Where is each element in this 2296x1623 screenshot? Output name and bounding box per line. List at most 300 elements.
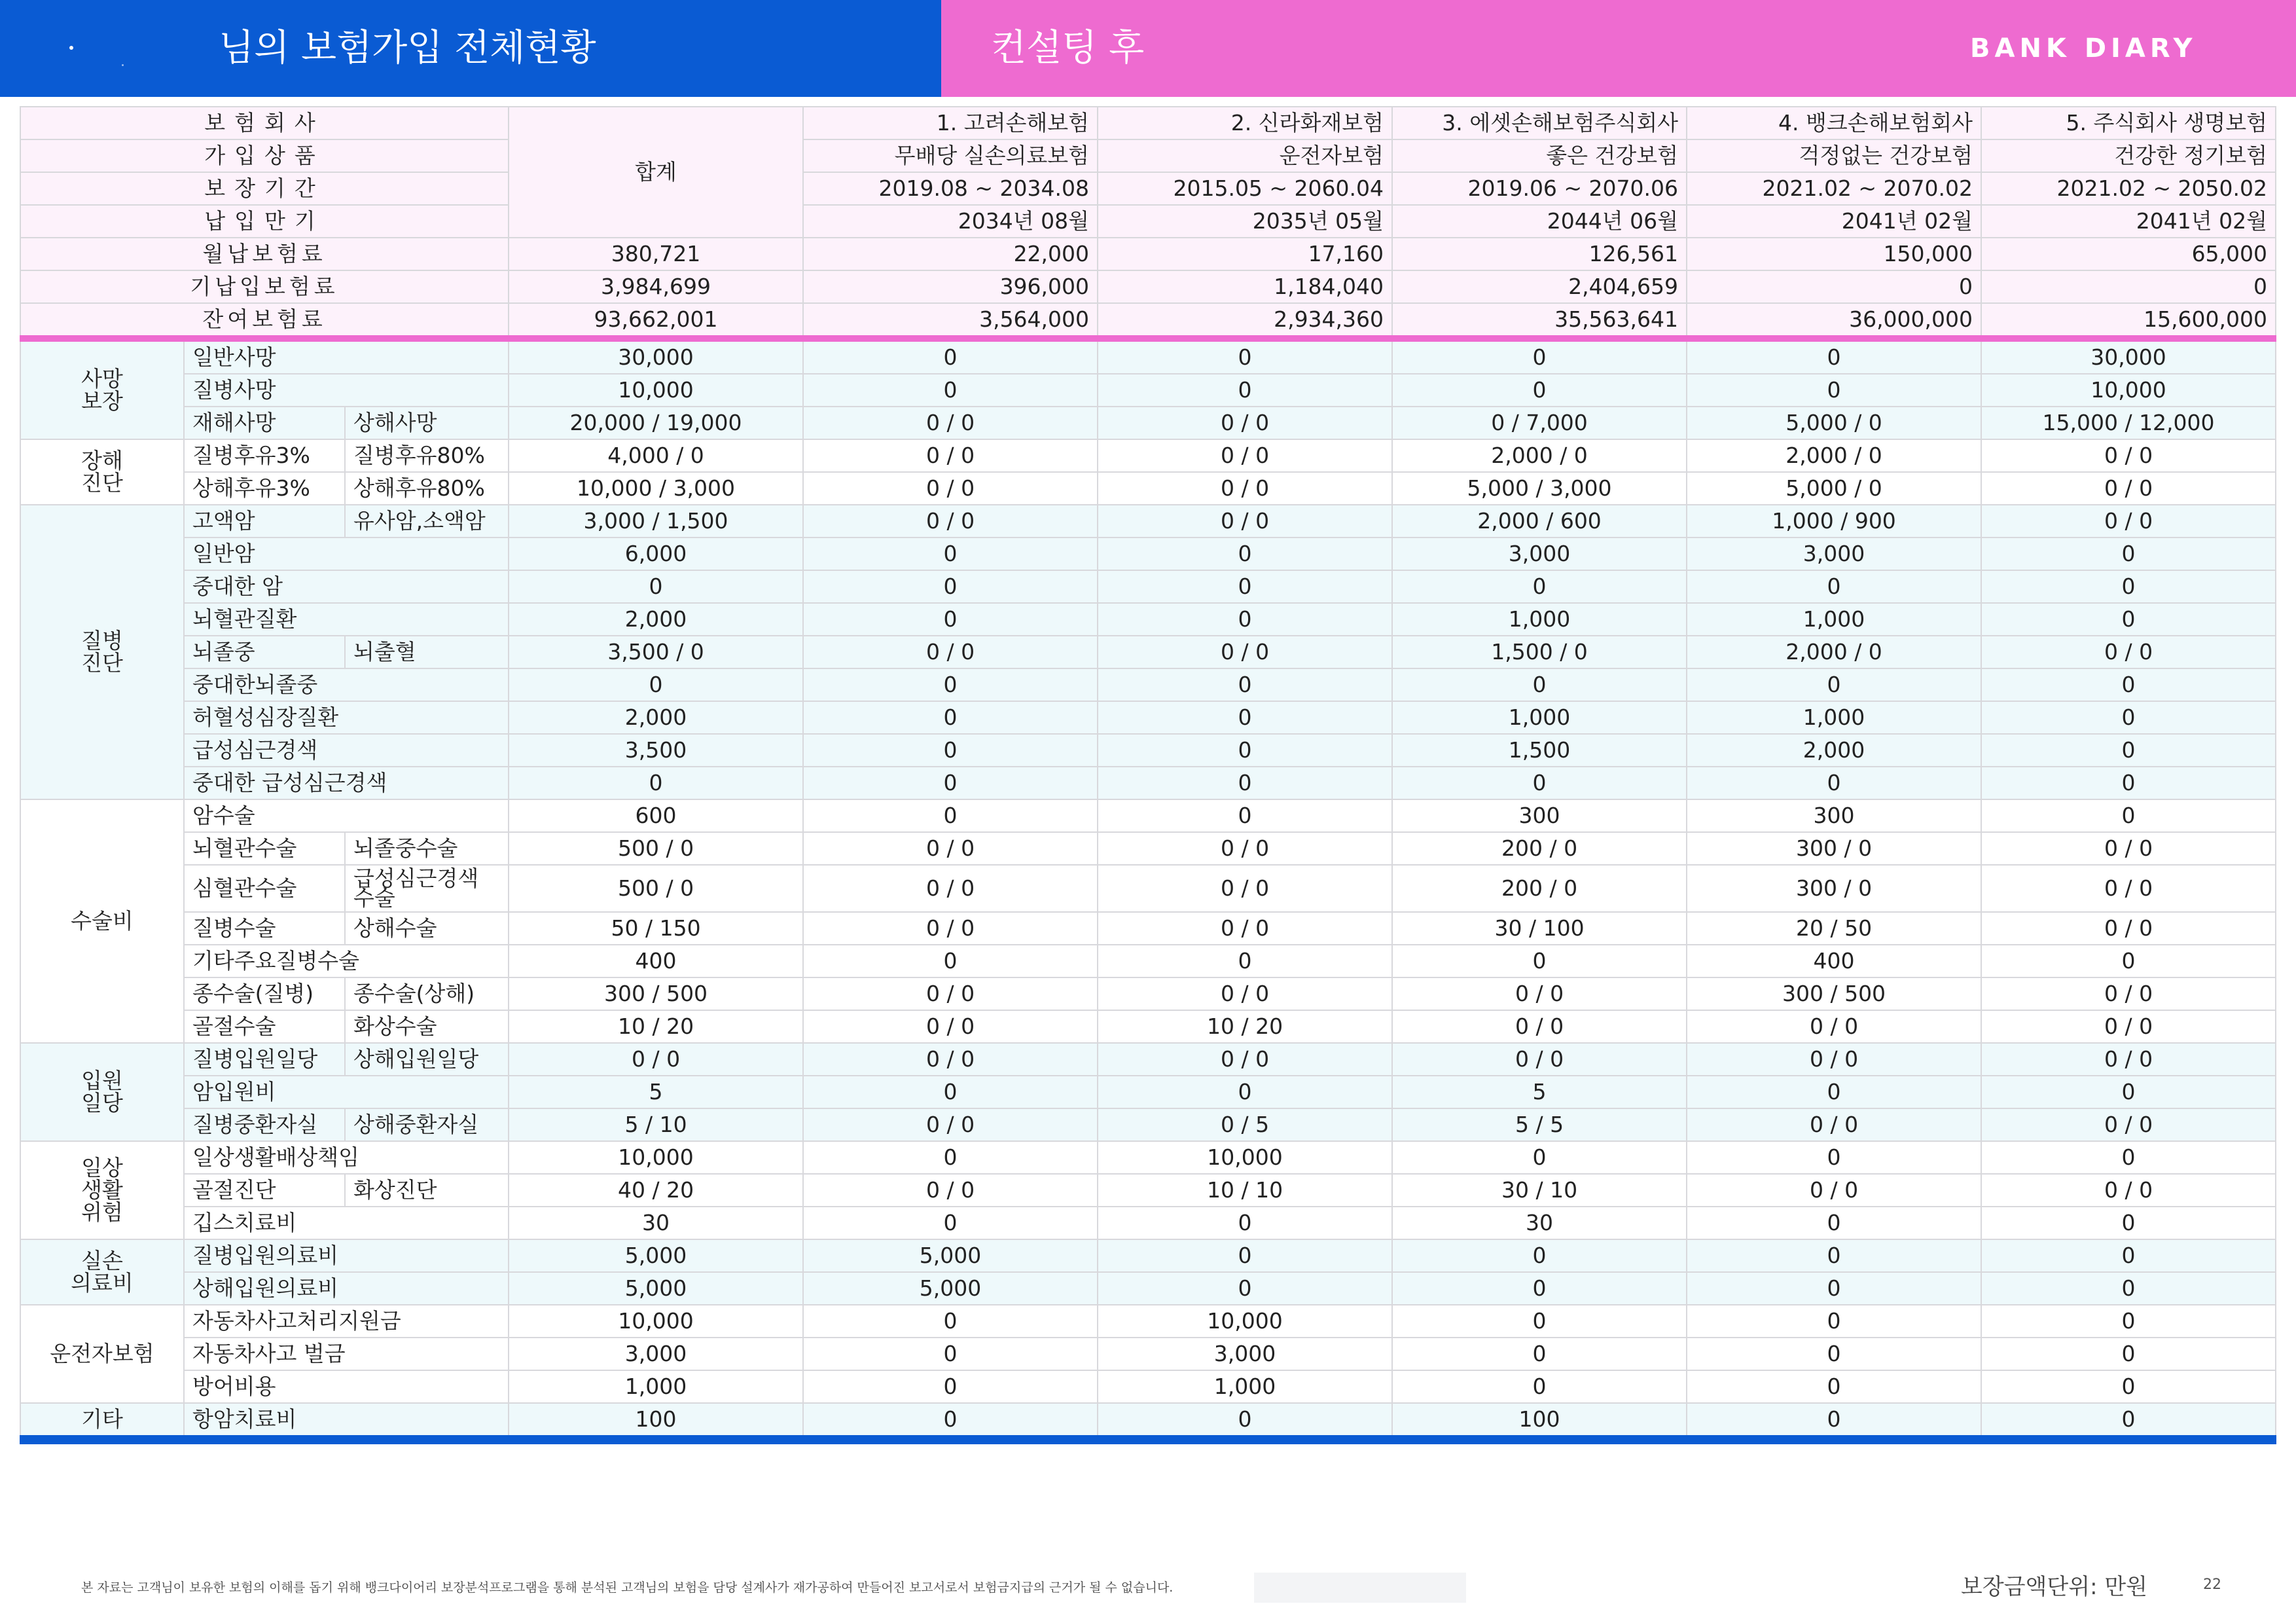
value-cell: 300 / 0 bbox=[1687, 865, 1981, 912]
value-cell: 0 bbox=[509, 570, 803, 603]
coverage-row bbox=[20, 407, 2276, 439]
value-cell: 0 bbox=[1981, 1076, 2276, 1108]
value-cell: 100 bbox=[1392, 1403, 1687, 1440]
sub-item-cell: 급성심근경색 수술 bbox=[345, 865, 509, 912]
company-cell: 2,404,659 bbox=[1392, 270, 1687, 303]
company-cell: 2034년 08월 bbox=[803, 205, 1098, 238]
company-cell: 150,000 bbox=[1687, 238, 1981, 270]
company-cell: 2035년 05월 bbox=[1098, 205, 1392, 238]
value-cell: 600 bbox=[509, 799, 803, 832]
value-cell: 0 bbox=[1392, 1239, 1687, 1272]
value-cell: 0 / 0 bbox=[1098, 636, 1392, 668]
section-title: 컨설팅 후 bbox=[991, 27, 1145, 69]
value-cell: 0 / 0 bbox=[1392, 1010, 1687, 1043]
value-cell: 0 bbox=[1098, 1076, 1392, 1108]
value-cell: 0 / 0 bbox=[803, 1010, 1098, 1043]
value-cell: 0 / 7,000 bbox=[1392, 407, 1687, 439]
value-cell: 0 bbox=[1687, 1403, 1981, 1440]
company-cell: 0 bbox=[1687, 270, 1981, 303]
value-cell: 0 bbox=[1098, 570, 1392, 603]
value-cell: 0 / 0 bbox=[1981, 1043, 2276, 1076]
item-cell: 뇌혈관질환 bbox=[184, 603, 509, 636]
value-cell: 0 bbox=[803, 603, 1098, 636]
value-cell: 0 bbox=[1392, 338, 1687, 374]
item-cell: 뇌혈관수술 bbox=[184, 832, 345, 865]
value-cell: 3,500 / 0 bbox=[509, 636, 803, 668]
total-header: 합계 bbox=[509, 107, 803, 238]
value-cell: 10,000 bbox=[1981, 374, 2276, 407]
value-cell: 0 / 0 bbox=[1098, 977, 1392, 1010]
value-cell: 30,000 bbox=[1981, 338, 2276, 374]
value-cell: 0 / 0 bbox=[1687, 1108, 1981, 1141]
company-cell: 22,000 bbox=[803, 238, 1098, 270]
value-cell: 0 bbox=[1981, 1403, 2276, 1440]
value-cell: 0 bbox=[1687, 1305, 1981, 1338]
value-cell: 0 bbox=[1687, 1370, 1981, 1403]
value-cell: 0 bbox=[1098, 734, 1392, 767]
coverage-row bbox=[20, 977, 2276, 1010]
value-cell: 2,000 bbox=[1687, 734, 1981, 767]
coverage-row bbox=[20, 1076, 2276, 1108]
value-cell: 3,500 bbox=[509, 734, 803, 767]
value-cell: 200 / 0 bbox=[1392, 865, 1687, 912]
value-cell: 30 bbox=[1392, 1207, 1687, 1239]
sub-item-cell: 상해후유80% bbox=[345, 472, 509, 505]
value-cell: 0 bbox=[803, 1141, 1098, 1174]
coverage-row bbox=[20, 701, 2276, 734]
company-cell: 396,000 bbox=[803, 270, 1098, 303]
value-cell: 1,500 / 0 bbox=[1392, 636, 1687, 668]
value-cell: 0 / 0 bbox=[1981, 1174, 2276, 1207]
item-cell: 질병사망 bbox=[184, 374, 509, 407]
value-cell: 5 bbox=[509, 1076, 803, 1108]
value-cell: 0 bbox=[803, 1305, 1098, 1338]
value-cell: 100 bbox=[509, 1403, 803, 1440]
value-cell: 0 bbox=[1098, 338, 1392, 374]
value-cell: 0 bbox=[1098, 538, 1392, 570]
value-cell: 0 / 0 bbox=[1098, 1043, 1392, 1076]
value-cell: 0 / 0 bbox=[1981, 472, 2276, 505]
company-cell: 2041년 02월 bbox=[1687, 205, 1981, 238]
item-cell: 암수술 bbox=[184, 799, 509, 832]
summary-label: 월납보험료 bbox=[20, 238, 509, 270]
value-cell: 5,000 bbox=[803, 1239, 1098, 1272]
value-cell: 5 bbox=[1392, 1076, 1687, 1108]
value-cell: 1,500 bbox=[1392, 734, 1687, 767]
value-cell: 6,000 bbox=[509, 538, 803, 570]
value-cell: 0 / 0 bbox=[803, 472, 1098, 505]
value-cell: 10,000 bbox=[509, 1141, 803, 1174]
item-cell: 항암치료비 bbox=[184, 1403, 509, 1440]
company-cell: 2021.02 ~ 2070.02 bbox=[1687, 172, 1981, 205]
value-cell: 3,000 bbox=[1392, 538, 1687, 570]
value-cell: 5 / 10 bbox=[509, 1108, 803, 1141]
value-cell: 1,000 bbox=[1687, 603, 1981, 636]
value-cell: 0 bbox=[509, 668, 803, 701]
coverage-row bbox=[20, 374, 2276, 407]
summary-row bbox=[20, 139, 2276, 172]
value-cell: 10,000 / 3,000 bbox=[509, 472, 803, 505]
company-cell: 2021.02 ~ 2050.02 bbox=[1981, 172, 2276, 205]
company-cell: 2044년 06월 bbox=[1392, 205, 1687, 238]
value-cell: 10,000 bbox=[509, 1305, 803, 1338]
summary-row bbox=[20, 107, 2276, 139]
value-cell: 0 bbox=[1687, 1076, 1981, 1108]
value-cell: 5,000 bbox=[509, 1239, 803, 1272]
item-cell: 질병수술 bbox=[184, 912, 345, 945]
item-cell: 기타주요질병수술 bbox=[184, 945, 509, 977]
value-cell: 1,000 bbox=[1098, 1370, 1392, 1403]
value-cell: 0 bbox=[803, 338, 1098, 374]
sub-item-cell: 화상진단 bbox=[345, 1174, 509, 1207]
value-cell: 0 bbox=[1098, 767, 1392, 799]
value-cell: 0 bbox=[1687, 374, 1981, 407]
value-cell: 20 / 50 bbox=[1687, 912, 1981, 945]
summary-label: 보장기간 bbox=[20, 172, 509, 205]
value-cell: 0 bbox=[803, 374, 1098, 407]
value-cell: 0 bbox=[1687, 767, 1981, 799]
value-cell: 0 bbox=[509, 767, 803, 799]
value-cell: 0 bbox=[1687, 1207, 1981, 1239]
company-cell: 65,000 bbox=[1981, 238, 2276, 270]
category-cell: 질병 진단 bbox=[20, 505, 184, 799]
value-cell: 0 bbox=[1392, 767, 1687, 799]
value-cell: 0 bbox=[803, 668, 1098, 701]
sub-item-cell: 상해입원일당 bbox=[345, 1043, 509, 1076]
total-cell: 93,662,001 bbox=[509, 303, 803, 338]
value-cell: 5 / 5 bbox=[1392, 1108, 1687, 1141]
value-cell: 300 / 500 bbox=[1687, 977, 1981, 1010]
total-cell: 3,984,699 bbox=[509, 270, 803, 303]
company-cell: 3. 에셋손해보험주식회사 bbox=[1392, 107, 1687, 139]
value-cell: 0 bbox=[1392, 1272, 1687, 1305]
coverage-row bbox=[20, 945, 2276, 977]
value-cell: 300 / 0 bbox=[1687, 832, 1981, 865]
value-cell: 0 / 0 bbox=[1098, 912, 1392, 945]
value-cell: 0 bbox=[1981, 767, 2276, 799]
value-cell: 300 / 500 bbox=[509, 977, 803, 1010]
coverage-row bbox=[20, 1272, 2276, 1305]
value-cell: 0 bbox=[1981, 734, 2276, 767]
coverage-row bbox=[20, 1108, 2276, 1141]
coverage-row bbox=[20, 1338, 2276, 1370]
value-cell: 0 / 0 bbox=[1098, 439, 1392, 472]
value-cell: 0 bbox=[1687, 1239, 1981, 1272]
company-cell: 운전자보험 bbox=[1098, 139, 1392, 172]
value-cell: 0 / 0 bbox=[803, 407, 1098, 439]
value-cell: 30 / 100 bbox=[1392, 912, 1687, 945]
value-cell: 0 / 0 bbox=[1981, 865, 2276, 912]
value-cell: 50 / 150 bbox=[509, 912, 803, 945]
sub-item-cell: 종수술(상해) bbox=[345, 977, 509, 1010]
value-cell: 0 bbox=[803, 570, 1098, 603]
item-cell: 상해입원의료비 bbox=[184, 1272, 509, 1305]
value-cell: 0 / 0 bbox=[803, 977, 1098, 1010]
item-cell: 방어비용 bbox=[184, 1370, 509, 1403]
value-cell: 0 bbox=[1981, 1239, 2276, 1272]
value-cell: 0 / 0 bbox=[1098, 505, 1392, 538]
value-cell: 0 bbox=[1981, 1305, 2276, 1338]
item-cell: 상해후유3% bbox=[184, 472, 345, 505]
company-cell: 35,563,641 bbox=[1392, 303, 1687, 338]
value-cell: 0 bbox=[1098, 1239, 1392, 1272]
value-cell: 0 bbox=[1687, 668, 1981, 701]
brand-logo: BANK DIARY bbox=[1970, 33, 2197, 64]
item-cell: 고액암 bbox=[184, 505, 345, 538]
value-cell: 0 bbox=[803, 538, 1098, 570]
value-cell: 0 / 0 bbox=[1981, 912, 2276, 945]
company-cell: 126,561 bbox=[1392, 238, 1687, 270]
item-cell: 허혈성심장질환 bbox=[184, 701, 509, 734]
company-cell: 2. 신라화재보험 bbox=[1098, 107, 1392, 139]
item-cell: 일상생활배상책임 bbox=[184, 1141, 509, 1174]
coverage-row bbox=[20, 1370, 2276, 1403]
value-cell: 5,000 / 0 bbox=[1687, 407, 1981, 439]
value-cell: 0 / 0 bbox=[803, 1108, 1098, 1141]
coverage-row bbox=[20, 472, 2276, 505]
value-cell: 0 bbox=[1981, 701, 2276, 734]
value-cell: 0 / 0 bbox=[1392, 1043, 1687, 1076]
summary-row bbox=[20, 205, 2276, 238]
category-cell: 입원 일당 bbox=[20, 1043, 184, 1141]
company-cell: 좋은 건강보험 bbox=[1392, 139, 1687, 172]
value-cell: 0 / 0 bbox=[1981, 636, 2276, 668]
value-cell: 15,000 / 12,000 bbox=[1981, 407, 2276, 439]
value-cell: 5,000 bbox=[803, 1272, 1098, 1305]
value-cell: 0 bbox=[1392, 668, 1687, 701]
value-cell: 0 bbox=[803, 799, 1098, 832]
sub-item-cell: 뇌졸중수술 bbox=[345, 832, 509, 865]
item-cell: 자동차사고 벌금 bbox=[184, 1338, 509, 1370]
value-cell: 30 bbox=[509, 1207, 803, 1239]
value-cell: 0 bbox=[1687, 570, 1981, 603]
value-cell: 0 bbox=[1098, 603, 1392, 636]
coverage-row bbox=[20, 668, 2276, 701]
value-cell: 1,000 bbox=[1687, 701, 1981, 734]
value-cell: 0 bbox=[1687, 1141, 1981, 1174]
value-cell: 4,000 / 0 bbox=[509, 439, 803, 472]
page-title: 님의 보험가입 전체현황 bbox=[219, 27, 596, 69]
coverage-row bbox=[20, 1174, 2276, 1207]
summary-row bbox=[20, 303, 2276, 338]
item-cell: 일반사망 bbox=[184, 338, 509, 374]
item-cell: 질병후유3% bbox=[184, 439, 345, 472]
footer-box bbox=[1254, 1573, 1466, 1603]
value-cell: 0 / 0 bbox=[803, 832, 1098, 865]
value-cell: 0 bbox=[1392, 1305, 1687, 1338]
value-cell: 0 / 0 bbox=[803, 865, 1098, 912]
value-cell: 3,000 bbox=[1098, 1338, 1392, 1370]
value-cell: 0 bbox=[1098, 1207, 1392, 1239]
value-cell: 0 bbox=[1981, 538, 2276, 570]
coverage-row bbox=[20, 832, 2276, 865]
summary-label: 기납입보험료 bbox=[20, 270, 509, 303]
value-cell: 300 bbox=[1687, 799, 1981, 832]
value-cell: 1,000 bbox=[1392, 701, 1687, 734]
value-cell: 0 bbox=[803, 767, 1098, 799]
total-cell: 380,721 bbox=[509, 238, 803, 270]
value-cell: 0 bbox=[1981, 1370, 2276, 1403]
value-cell: 0 bbox=[1392, 1338, 1687, 1370]
value-cell: 0 / 0 bbox=[803, 1043, 1098, 1076]
value-cell: 0 / 0 bbox=[803, 439, 1098, 472]
item-cell: 재해사망 bbox=[184, 407, 345, 439]
value-cell: 5,000 / 0 bbox=[1687, 472, 1981, 505]
item-cell: 질병중환자실 bbox=[184, 1108, 345, 1141]
coverage-row bbox=[20, 1305, 2276, 1338]
item-cell: 질병입원일당 bbox=[184, 1043, 345, 1076]
value-cell: 0 bbox=[803, 945, 1098, 977]
company-cell: 2019.06 ~ 2070.06 bbox=[1392, 172, 1687, 205]
value-cell: 500 / 0 bbox=[509, 865, 803, 912]
sub-item-cell: 질병후유80% bbox=[345, 439, 509, 472]
value-cell: 30,000 bbox=[509, 338, 803, 374]
value-cell: 2,000 bbox=[509, 701, 803, 734]
value-cell: 3,000 bbox=[1687, 538, 1981, 570]
coverage-row bbox=[20, 1207, 2276, 1239]
item-cell: 뇌졸중 bbox=[184, 636, 345, 668]
value-cell: 0 / 0 bbox=[1687, 1010, 1981, 1043]
value-cell: 0 bbox=[1981, 668, 2276, 701]
coverage-row bbox=[20, 338, 2276, 374]
item-cell: 암입원비 bbox=[184, 1076, 509, 1108]
sub-item-cell: 상해사망 bbox=[345, 407, 509, 439]
coverage-row bbox=[20, 767, 2276, 799]
coverage-row bbox=[20, 1239, 2276, 1272]
item-cell: 골절진단 bbox=[184, 1174, 345, 1207]
value-cell: 0 / 0 bbox=[803, 1174, 1098, 1207]
value-cell: 0 bbox=[803, 734, 1098, 767]
coverage-row bbox=[20, 1010, 2276, 1043]
value-cell: 0 bbox=[803, 1338, 1098, 1370]
coverage-row bbox=[20, 912, 2276, 945]
value-cell: 10 / 10 bbox=[1098, 1174, 1392, 1207]
company-cell: 건강한 정기보험 bbox=[1981, 139, 2276, 172]
summary-row bbox=[20, 172, 2276, 205]
value-cell: 0 bbox=[1981, 570, 2276, 603]
category-cell: 기타 bbox=[20, 1403, 184, 1440]
summary-label: 잔여보험료 bbox=[20, 303, 509, 338]
company-cell: 15,600,000 bbox=[1981, 303, 2276, 338]
company-cell: 3,564,000 bbox=[803, 303, 1098, 338]
value-cell: 10,000 bbox=[1098, 1305, 1392, 1338]
value-cell: 0 bbox=[1392, 374, 1687, 407]
value-cell: 0 / 0 bbox=[1687, 1043, 1981, 1076]
company-cell: 2,934,360 bbox=[1098, 303, 1392, 338]
value-cell: 30 / 10 bbox=[1392, 1174, 1687, 1207]
category-cell: 장해 진단 bbox=[20, 439, 184, 505]
value-cell: 0 bbox=[1098, 701, 1392, 734]
summary-row bbox=[20, 270, 2276, 303]
item-cell: 일반암 bbox=[184, 538, 509, 570]
value-cell: 0 / 0 bbox=[1098, 832, 1392, 865]
company-cell: 17,160 bbox=[1098, 238, 1392, 270]
summary-row bbox=[20, 238, 2276, 270]
unit-label: 보장금액단위: 만원 bbox=[1961, 1574, 2148, 1600]
value-cell: 0 / 0 bbox=[1098, 407, 1392, 439]
value-cell: 2,000 / 0 bbox=[1687, 439, 1981, 472]
value-cell: 500 / 0 bbox=[509, 832, 803, 865]
value-cell: 2,000 / 600 bbox=[1392, 505, 1687, 538]
value-cell: 0 bbox=[1098, 1403, 1392, 1440]
item-cell: 중대한 급성심근경색 bbox=[184, 767, 509, 799]
value-cell: 0 / 0 bbox=[1981, 439, 2276, 472]
value-cell: 0 / 0 bbox=[1687, 1174, 1981, 1207]
page-number: 22 bbox=[2203, 1577, 2221, 1593]
value-cell: 0 bbox=[1392, 1370, 1687, 1403]
value-cell: 0 bbox=[1981, 945, 2276, 977]
value-cell: 400 bbox=[1687, 945, 1981, 977]
value-cell: 0 bbox=[803, 1403, 1098, 1440]
value-cell: 0 bbox=[1098, 1272, 1392, 1305]
value-cell: 0 / 0 bbox=[1098, 865, 1392, 912]
sub-item-cell: 상해수술 bbox=[345, 912, 509, 945]
category-cell: 수술비 bbox=[20, 799, 184, 1043]
company-cell: 걱정없는 건강보험 bbox=[1687, 139, 1981, 172]
company-cell: 2041년 02월 bbox=[1981, 205, 2276, 238]
sub-item-cell: 상해중환자실 bbox=[345, 1108, 509, 1141]
disclaimer-text: 본 자료는 고객님이 보유한 보험의 이해를 돕기 위해 뱅크다이어리 보장분석프로그램을 통해 분석된 고객님의 보험을 담당 설계사가 재가공하여 만들어진 보고서로서 보험금지급의 근거가 될 수 없습니다. bbox=[81, 1580, 1174, 1595]
value-cell: 0 / 0 bbox=[1981, 832, 2276, 865]
value-cell: 0 bbox=[1981, 1338, 2276, 1370]
value-cell: 3,000 bbox=[509, 1338, 803, 1370]
value-cell: 0 bbox=[1981, 1272, 2276, 1305]
value-cell: 40 / 20 bbox=[509, 1174, 803, 1207]
value-cell: 0 bbox=[1098, 374, 1392, 407]
coverage-row bbox=[20, 538, 2276, 570]
value-cell: 0 bbox=[803, 1076, 1098, 1108]
company-cell: 2015.05 ~ 2060.04 bbox=[1098, 172, 1392, 205]
category-cell: 실손 의료비 bbox=[20, 1239, 184, 1305]
value-cell: 0 bbox=[1687, 338, 1981, 374]
value-cell: 0 bbox=[1687, 1338, 1981, 1370]
company-cell: 4. 뱅크손해보험회사 bbox=[1687, 107, 1981, 139]
bullet-icon bbox=[69, 46, 73, 50]
value-cell: 0 bbox=[1098, 799, 1392, 832]
coverage-row bbox=[20, 1141, 2276, 1174]
summary-label: 가입상품 bbox=[20, 139, 509, 172]
value-cell: 10 / 20 bbox=[509, 1010, 803, 1043]
value-cell: 0 / 0 bbox=[803, 636, 1098, 668]
dot-icon bbox=[122, 64, 124, 66]
item-cell: 중대한뇌졸중 bbox=[184, 668, 509, 701]
value-cell: 0 / 0 bbox=[1981, 505, 2276, 538]
value-cell: 0 / 5 bbox=[1098, 1108, 1392, 1141]
coverage-row bbox=[20, 865, 2276, 912]
coverage-row bbox=[20, 1403, 2276, 1440]
value-cell: 0 bbox=[1981, 799, 2276, 832]
category-cell: 일상 생활 위험 bbox=[20, 1141, 184, 1239]
value-cell: 2,000 / 0 bbox=[1392, 439, 1687, 472]
item-cell: 중대한 암 bbox=[184, 570, 509, 603]
item-cell: 질병입원의료비 bbox=[184, 1239, 509, 1272]
company-cell: 2019.08 ~ 2034.08 bbox=[803, 172, 1098, 205]
value-cell: 0 bbox=[1981, 1207, 2276, 1239]
value-cell: 0 / 0 bbox=[509, 1043, 803, 1076]
value-cell: 10,000 bbox=[1098, 1141, 1392, 1174]
company-cell: 무배당 실손의료보험 bbox=[803, 139, 1098, 172]
value-cell: 0 bbox=[1981, 603, 2276, 636]
sub-item-cell: 뇌출혈 bbox=[345, 636, 509, 668]
item-cell: 자동차사고처리지원금 bbox=[184, 1305, 509, 1338]
value-cell: 0 bbox=[1392, 570, 1687, 603]
value-cell: 300 bbox=[1392, 799, 1687, 832]
value-cell: 10,000 bbox=[509, 374, 803, 407]
coverage-row bbox=[20, 439, 2276, 472]
summary-label: 보험회사 bbox=[20, 107, 509, 139]
value-cell: 0 bbox=[803, 701, 1098, 734]
value-cell: 0 bbox=[1098, 945, 1392, 977]
